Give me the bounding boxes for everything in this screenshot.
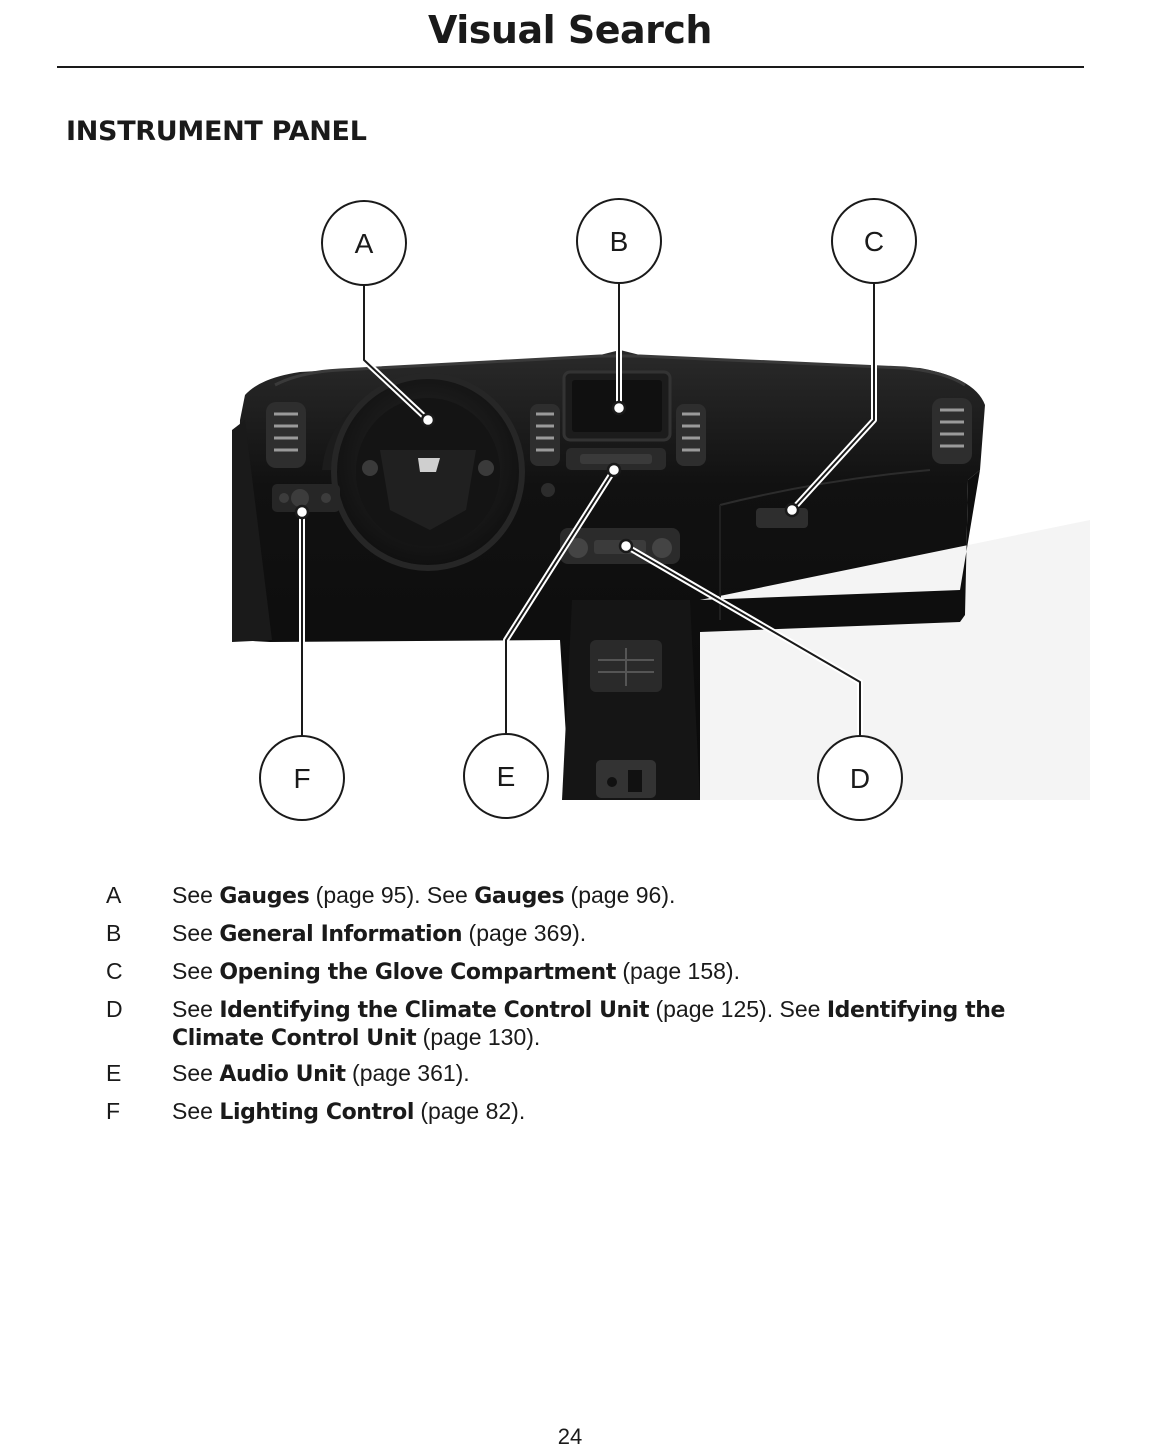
callout-c <box>832 199 916 283</box>
legend-letter: C <box>106 958 123 984</box>
legend-text <box>172 1098 1072 1126</box>
callout-e-label: E <box>496 761 516 792</box>
glove-compartment-handle <box>756 508 808 528</box>
callout-a <box>322 201 406 285</box>
callout-f-label: F <box>293 763 311 794</box>
legend-reference-title: Lighting Control <box>219 1100 414 1125</box>
legend-reference-text: (page 96). <box>564 882 676 908</box>
header-divider <box>57 66 1084 68</box>
callout-f <box>260 736 344 820</box>
legend-reference-text: (page 158). <box>615 958 740 984</box>
legend-reference-title: Gauges <box>219 884 310 909</box>
callout-c-label: C <box>863 226 885 257</box>
callout-d-label: D <box>849 763 871 794</box>
callout-a-label: A <box>354 228 374 259</box>
legend-reference-text: See <box>172 958 220 984</box>
legend-reference-text: See <box>172 1060 220 1086</box>
legend-letter: E <box>106 1060 122 1086</box>
legend-reference-text: (page 125). See <box>649 996 827 1022</box>
instrument-panel-illustration <box>0 180 1168 840</box>
legend-text <box>172 1060 1072 1088</box>
callout-d <box>818 736 902 820</box>
legend-letter: B <box>106 920 122 946</box>
legend-reference-title: Audio Unit <box>219 1062 346 1087</box>
legend-reference-text: (page 95). See <box>309 882 475 908</box>
legend-reference-text: (page 130). <box>416 1024 541 1050</box>
page-header-title: Visual Search <box>428 8 712 52</box>
legend-reference-title: Gauges <box>474 884 565 909</box>
legend-text <box>172 882 1072 910</box>
page-number: 24 <box>557 1424 583 1449</box>
legend-text <box>172 920 1072 948</box>
section-title: INSTRUMENT PANEL <box>66 116 367 147</box>
legend-reference-title: Identifying the Climate Control Unit <box>172 998 1006 1051</box>
legend-reference-title: Identifying the Climate Control Unit <box>219 998 650 1023</box>
legend-reference-text: See <box>172 996 220 1022</box>
legend-reference-title: General Information <box>219 922 463 947</box>
legend-letter: F <box>106 1098 121 1124</box>
callout-b <box>577 199 661 283</box>
callout-b-label: B <box>609 226 629 257</box>
legend-letter: A <box>106 882 122 908</box>
callout-e <box>464 734 548 818</box>
legend-reference-title: Opening the Glove Compartment <box>219 960 616 985</box>
legend-text <box>172 996 1072 1052</box>
legend-reference-text: (page 82). <box>413 1098 526 1124</box>
legend-reference-text: See <box>172 920 220 946</box>
legend-reference-text: See <box>172 882 220 908</box>
legend-reference-text: (page 361). <box>345 1060 470 1086</box>
legend-reference-text: (page 369). <box>462 920 587 946</box>
legend-letter: D <box>106 996 123 1022</box>
legend-text <box>172 958 1072 986</box>
legend-reference-text: See <box>172 1098 220 1124</box>
